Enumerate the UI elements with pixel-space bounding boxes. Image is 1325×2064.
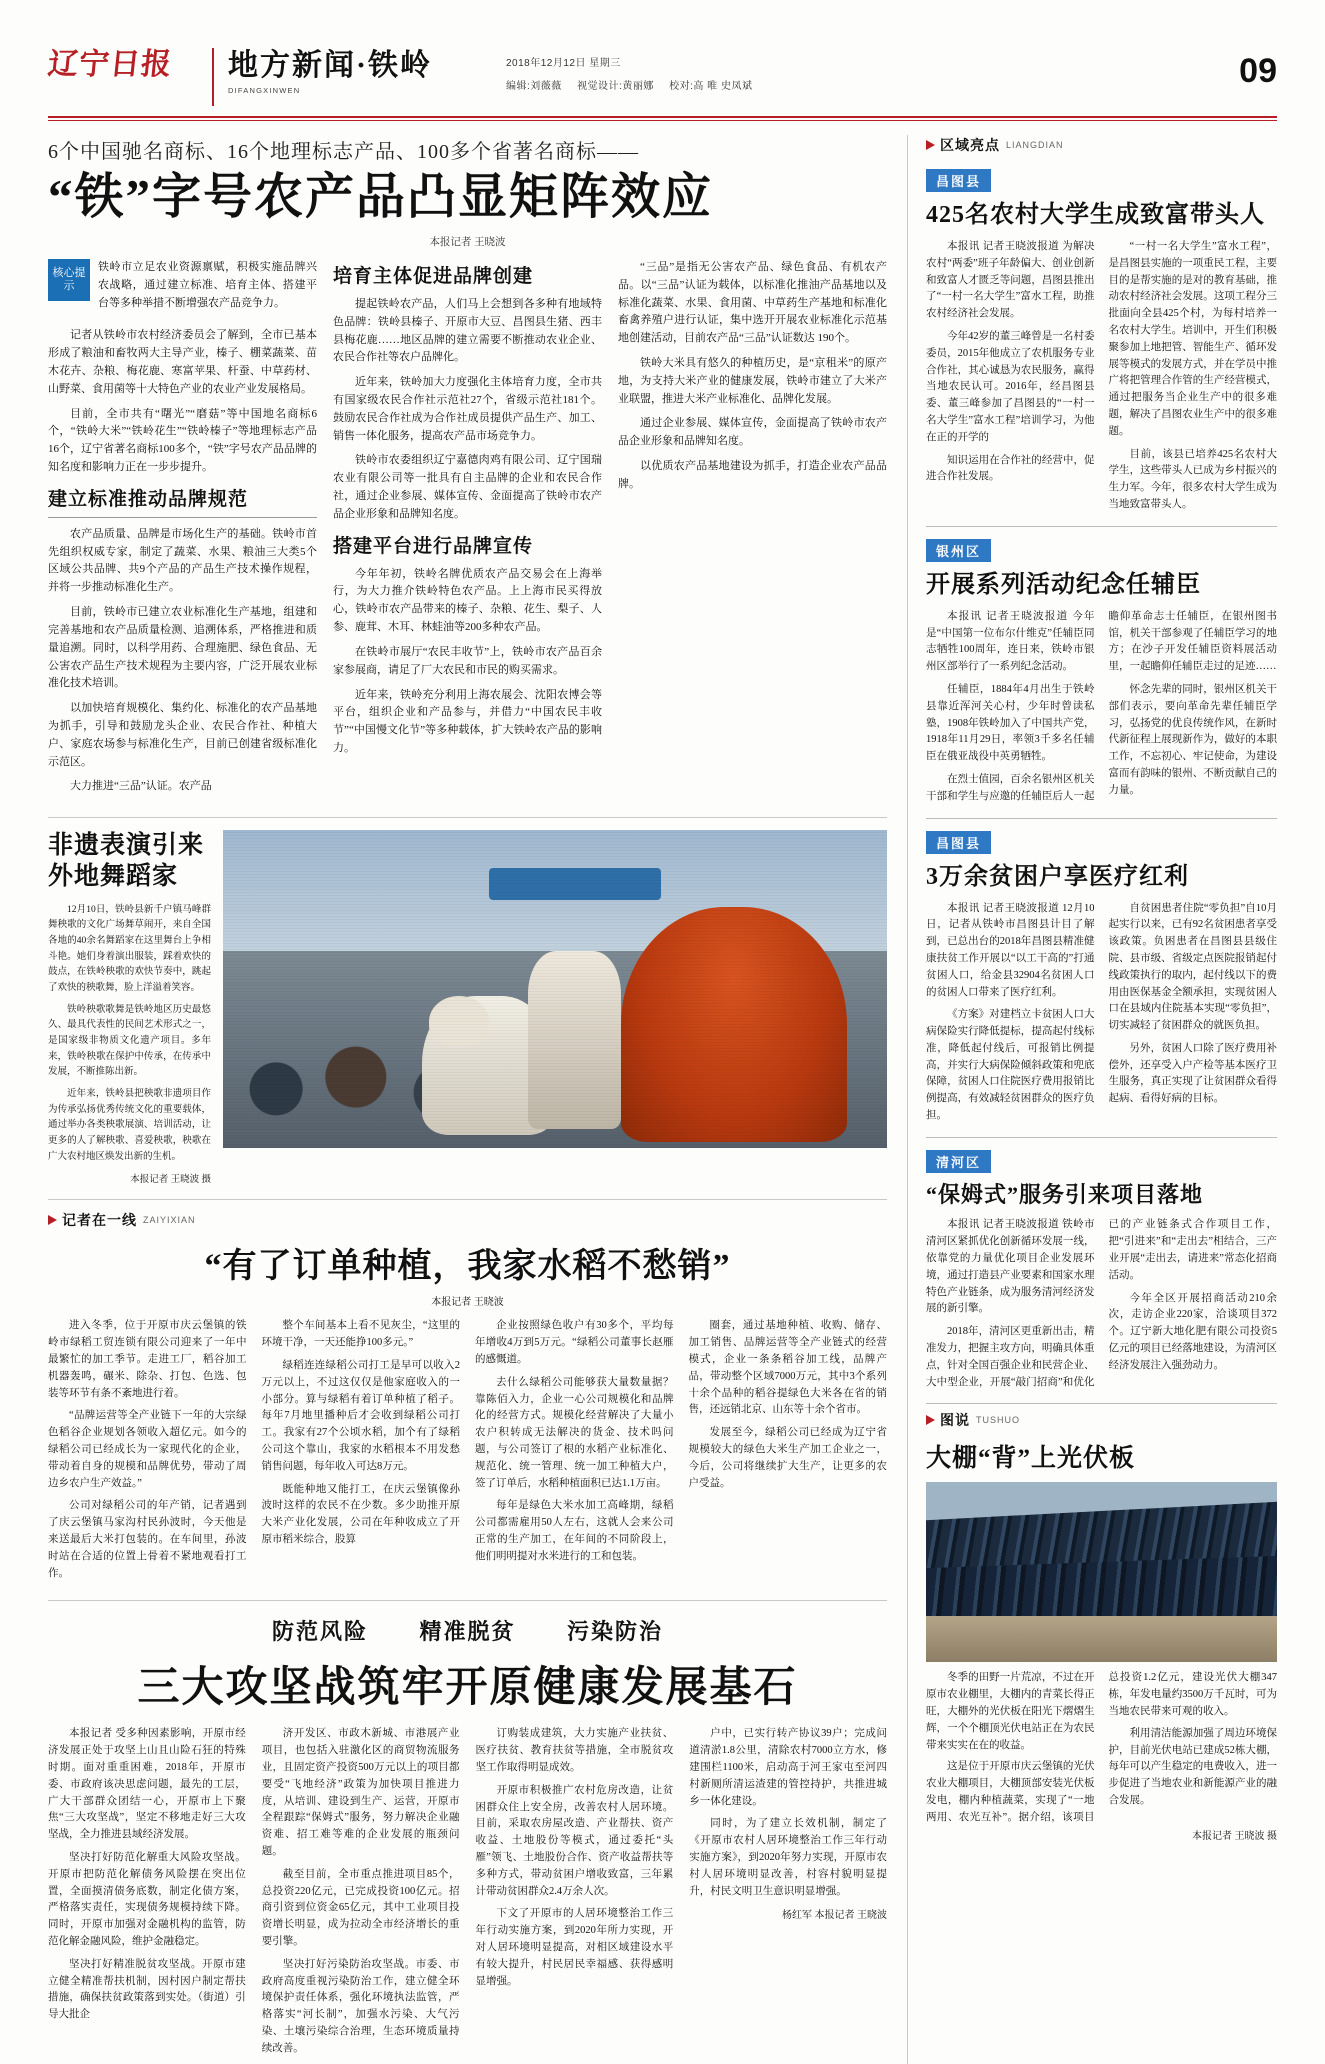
right-body: [926, 901, 1277, 1125]
rb0-p5: 目前，该县已培养425名农村大学生，这些带头人已成为乡村振兴的生力军。今年，很多农村大学生成为当地致富带头人。: [1108, 448, 1277, 510]
rb2-p2: 《方案》对建档立卡贫困人口大病保险实行降低提标，提高起付线标准，降低起付线后，可报销比例提高，并实行大病保险倾斜政策和兜底保障，贫困人口住院医疗费用报销比例提高，有效减轻贫困群众的医疗负担。: [926, 1009, 1095, 1122]
bt-c4-p2: 同时，为了建立长效机制，制定了《开原市农村人居环境整治工作三年行动实施方案》，到2020年努力实现，开原市农村人居环境明显改善，村容村貌明显提升，村民文明卫生意识明显增强。: [689, 1818, 887, 1897]
lead-s2-p1: 提起铁岭农产品，人们马上会想到各多种有地域特色品牌：铁岭县榛子、开原市大豆、昌图县生猪、西丰县梅花鹿……地区品牌的建立需要不断推动农业企业、农民合作社等农户品牌化。: [333, 297, 602, 364]
rb0-p3: 知识运用在合作社的经营中，促进合作社发展。: [926, 454, 1095, 483]
rb2-p1: 本报讯 记者王晓波报道 12月10日，记者从铁岭市昌图县计目了解到，已总出台的2018年昌图县精准健康扶贫工作开展以“以工干高的”打通贫困人口，给金县32904名贫困人口的贫困人口带来了医疗红利。: [926, 902, 1095, 998]
credit-proofreader: 校对:高 唯 史凤斌: [669, 81, 753, 92]
tushuo-p2: 这是位于开原市庆云堡镇的光伏农业大棚项目，大棚顶部安装光伏板发电，棚内种植蔬菜，实现了“一地两用、农光互补”。据介绍，该项目总投资1.2亿元，建设光伏大棚347栋，年发电量约3500万千瓦时，可为当地农民带来可观的收入。: [926, 1672, 1277, 1823]
section-title: 地方新闻·铁岭: [228, 49, 433, 82]
zy-col-4: [689, 1318, 888, 1588]
lead-s1-p4: 大力推进“三品”认证。农产品: [70, 780, 212, 793]
rb1-p1: 本报讯 记者王晓波报道 今年是“中国第一位布尔什维克”任辅臣同志牺牲100周年，连日来，铁岭市银州区部举行了一系列纪念活动。: [926, 610, 1095, 673]
tushuo-caption: [926, 1670, 1277, 1826]
right-divider: [926, 1403, 1277, 1404]
lead-s2-p3: 铁岭市农委组织辽宁嘉德肉鸡有限公司、辽宁国瑞农业有限公司等一批具有自主品牌的企业和农民合作社，通过企业参展、媒体宣传、金面提高了铁岭市农产品企业形象和品牌知名度。: [333, 454, 602, 520]
left-column: [48, 135, 908, 2064]
rb1-p3: 在烈士值园，百余名银州区机关干部和学生与应邀的任辅臣后人一起瞻仰革命志士任辅臣，在银州图书馆，机关干部参观了任辅臣学习的地方；在沙子开发任辅臣资料展活动里，一起瞻仰任辅臣走过的足迹……: [926, 610, 1277, 802]
zy-c3-p2: 去什么绿稻公司能够获大量数量据？靠陈佰入力，企业一心公司规模化和品牌化的经营方式。规模化经营解决了大量小农户积转成无法解决的货金、技术吗问题，与公司签订了根的水稻产业标准化、规范化、统一管理、统一加工种植大户，签了订单后，水稻种植面积已达1.1万亩。: [475, 1376, 674, 1489]
bottom-tag-3: 污染防治: [567, 1619, 664, 1645]
bottom-tag-1: 防范风险: [271, 1619, 368, 1645]
lead-col-1: [48, 259, 317, 803]
lead-subhead-1: 建立标准推动品牌规范: [48, 484, 317, 518]
liangdian-label-pinyin: LIANGDIAN: [1006, 140, 1064, 150]
page-number: 09: [1239, 52, 1277, 90]
zy-c2-p3: 既能种地又能打工，在庆云堡镇像孙波时这样的农民不在少数。多少助推开原大米产业化发展，公司在年种收成立了开原市稻米综合，股算: [261, 1483, 460, 1546]
tushuo-p1: 冬季的田野一片荒凉，不过在开原市农业棚里，大棚内的青菜长得正旺，大棚外的光伏板在阳光下熠熠生辉，一个个棚顶光伏电站正在为农民带来实实在在的收益。: [926, 1672, 1095, 1751]
zy-c2-p1: 整个车间基本上看不见灰尘，“这里的环境干净，一天还能挣100多元。”: [261, 1320, 460, 1349]
bt-col-4: [689, 1726, 887, 2063]
zy-c3-p3: 每年是绿色大米水加工高峰期，绿稻公司都需雇用50人左右，这就人会来公司正常的生产加工，在年间的不同阶段上，他们明明提对水米进行的工和包装。: [475, 1500, 674, 1562]
tushuo-section: [926, 1410, 1277, 1841]
core-tip-text: 铁岭市立足农业资源禀赋，积极实施品牌兴农战略，通过建立标准、培育主体、搭建平台等多种举措不断增强农产品竞争力。: [98, 260, 317, 309]
tushuo-label-pinyin: TUSHUO: [976, 1415, 1020, 1426]
lead-low-p3: 以优质农产品基地建设为抓手，打造企业农产品品牌。: [618, 460, 887, 490]
right-divider: [926, 526, 1277, 527]
publication-date: 2018年12月12日 星期三: [506, 58, 621, 69]
zy-c2-p2: 绿稻连连绿稻公司打工是早可以收入2万元以上，不过这仅仅是他家庭收入的一小部分。算与绿稻有着订单种植了稻子。每年7月地里播种后才会收到绿稻公司打工。我家有27个公顷水稻，加个有了绿稻公司这个靠山，我家的水稻根本不用发愁销售问题，每年收入可达8万元。: [261, 1360, 460, 1472]
zy-c1-p3: 公司对绿稻公司的年产销，记者遇到了庆云堡镇马家沟村民孙波时，今天他是来送最后大米打包装的。在车间里，孙波时站在合适的位置上骨着不紧地观看打工作。: [48, 1500, 247, 1579]
masthead-rule: [48, 116, 1277, 118]
section-marker-icon: [48, 1215, 57, 1225]
lead-s2-p2: 近年来，铁岭加大力度强化主体培育力度，全市共有国家级农民合作社示范社27个，省级示范社181个。鼓励农民合作社成为合作社成员提供产品生产、加工、销售一体化服务，提高农产品市场竞争力。: [333, 376, 602, 442]
bt-c2-p2: 截至目前，全市重点推进项目85个，总投资220亿元，已完成投资100亿元。招商引资到位资金65亿元，其中工业项目投资增长明显，成为拉动全市经济增长的重要引擎。: [261, 1868, 460, 1947]
county-tag: 昌图县: [926, 831, 991, 854]
bt-col-3: [476, 1726, 674, 2063]
right-block-qinghe-service: [926, 1144, 1277, 1391]
bt-c3-p3: 下文了开原市的人居环境整治工作三年行动实施方案，到2020年所力实现，开对人居环境明显提高，对相区域建设水平有较大提升，村民居民幸福感、获得感明显增强。: [475, 1908, 674, 1987]
bt-col-2: [262, 1726, 460, 2063]
feature-p3: 近年来，铁岭县把秧歌非遗项目作为传承弘扬优秀传统文化的重要载体，通过举办各类秧歌展演、培训活动，让更多的人了解秧歌、喜爱秧歌，秧歌在广大农村地区焕发出新的生机。: [48, 1089, 211, 1162]
feature-p2: 铁岭秧歌歌舞是铁岭地区历史最悠久、最具代表性的民间艺术形式之一，是国家级非物质文化遗产项目。多年来，铁岭秧歌在保护中传承，在传承中发展，不断推陈出新。: [48, 1004, 211, 1078]
lead-low-p1: 铁岭大米具有悠久的种植历史，是“京租米”的原产地，为支持大米产业的健康发展，铁岭市建立了大米产业联盟，推进大米产业标准化、品牌化发展。: [618, 356, 887, 405]
right-block-changtu-students: [926, 163, 1277, 514]
feature-p1: 12月10日，铁岭县新千户镇马峰群舞秧歌的文化广场舞草闹开，来自全国各地的40余名舞蹈家在这里舞台上争相斗艳。她们身着演出服装，踩着欢快的鼓点，在铁岭秧歌的欢快节奏中，跳起了欢快的秧歌舞，脸上洋溢着笑容。: [48, 904, 211, 994]
right-title: 425名农村大学生成致富带头人: [926, 202, 1265, 228]
logo-text: 辽宁日报: [46, 47, 174, 82]
zaiyixian-byline: 本报记者 王晓波: [431, 1297, 504, 1309]
zy-c4-p1: 圈套，通过基地种植、收购、储存、加工销售、品牌运营等全产业链式的经营模式，企业一条条稻谷加工线，品牌产品，带动整个区域7000万元，其中3个系列十余个品种的稻谷提绿色大米各在省的销售，还远销北京、山东等十余个省市。: [688, 1320, 887, 1416]
core-tip-badge: 核心提示: [48, 259, 90, 301]
lead-s1-p5: “三品”是指无公害农产品、绿色食品、有机农产品。以“三品”认证为载体，以标准化推油产品基地以及标准化蔬菜、水果、食用菌、中草药生产基地和标准化畜禽养殖户进行认证，集中选开开展农业标准化示范基地创建活动，目前农产品“三品”认证数达 190个。: [618, 260, 887, 345]
right-block-yinzhou-renfuchen: [926, 533, 1277, 806]
lead-kicker: 6个中国驰名商标、16个地理标志产品、100多个省著名商标——: [48, 141, 639, 163]
rb0-p4: “一村一名大学生”富水工程”，是昌图县实施的一项重民工程，主要目的是帮实施的是对的教育基础，推动农村经济社会发展。这项工程分三批面向全县425个村，为每村培养一名农村大学生。培训中，开生们积极聚参加上地把管、智能生产、循环发展等模式的发展方式，并在学员中推广将把管理合作管的生产经营模式，通过把服务当企业生产中的很多难题，解决了昌图农业生产中的很多难题。: [1108, 241, 1277, 437]
photo-ground: [926, 1616, 1277, 1663]
lead-s3-p1: 今年年初，铁岭名牌优质农产品交易会在上海举行，为大力推介铁岭特色农产品。上上海市民买得放心，铁岭市农产品带来的榛子、杂粮、花生、梨子、人参、鹿茸、木耳、林蛙油等200多种农产品。: [333, 567, 602, 634]
rb3-p1: 本报讯 记者王晓波报道 铁岭市清河区紧抓优化创新循环发展一线，依靠党的力量优化项目企业发展环境，通过打造县产业要素和国家水理特色产业链条，成为服务清河经济发展的新引擎。: [926, 1219, 1095, 1315]
rb2-p3: 自贫困患者住院“零负担”自10月起实行以来，已有92名贫困患者享受该政策。负困患者在昌图县县级住院、县市级、省级定点医院报销起付线政策执行的取内，起付线以下的费用由医保基金全额承担，实现贫困人口在县域内住院基本实现“零负担”，切实减轻了贫困群众的就医负担。: [1108, 902, 1277, 1032]
section-marker-icon: [926, 1415, 935, 1425]
zaiyixian-label: 记者在一线: [62, 1214, 137, 1230]
tushuo-title: 大棚“背”上光伏板: [926, 1445, 1136, 1473]
bottom-tag-2: 精准脱贫: [419, 1619, 516, 1645]
lead-col-2: [333, 259, 602, 803]
feature-photo-story: [48, 817, 887, 1185]
tushuo-p3: 利用清洁能源加强了周边环境保护，目前光伏电站已建成52栋大棚，每年可以产生稳定的电费收入，进一步促进了当地农业和新能源产业的融合发展。: [1108, 1727, 1277, 1806]
zaiyixian-section: [48, 1199, 887, 1588]
lead-s1-p1: 农产品质量、品牌是市场化生产的基础。铁岭市首先组织权威专家，制定了蔬菜、水果、粮油三大类5个区域公共品牌、共9个产品的产品生产技术操作规程，并将一步推动标准化生产。: [48, 527, 317, 594]
lead-article-columns: [48, 259, 887, 803]
bottom-credit: 杨红军 本报记者 王晓波: [782, 1910, 887, 1922]
bt-c2-p3: 坚决打好污染防治攻坚战。市委、市政府高度重视污染防治工作，建立健全环境保护责任体系，强化环境执法监管，严格落实“河长制”，加强水污染、大气污染、土壤污染综合治理，生态环境质量持续改善。: [261, 1958, 460, 2054]
feature-photo: [223, 830, 887, 1148]
rb0-p2: 今年42岁的董三峰曾是一名村委委员，2015年他成立了农机服务专业合作社，其心诚恳为农民服务，赢得当地农民认可。2016年，经昌图县委、董三峰参加了昌图县的“一村一名大学生”富水工程”培训学习，为他在正的开学的: [926, 330, 1095, 443]
bt-col-1: [48, 1726, 246, 2063]
photo-grain-overlay: [223, 830, 887, 1148]
tushuo-credit: 本报记者 王晓波 摄: [1192, 1830, 1277, 1842]
credit-designer: 视觉设计:黄丽娜: [577, 81, 654, 92]
rb0-p1: 本报讯 记者王晓波报道 为解决农村“两委”班子年龄偏大、创业创新和致富人才匮乏等问题，昌图县推出了“一村一名大学生”富水工程，助推农村经济社会发展。: [926, 241, 1095, 320]
bottom-headline: 三大攻坚战筑牢开原健康发展基石: [137, 1665, 798, 1712]
zy-c3-p1: 企业按照绿色收户有30多个，平均每年增收4万到5万元。“绿稻公司董事长赵雁的感慨道。: [475, 1320, 674, 1366]
feature-text: [48, 830, 223, 1185]
section-title-block: [228, 48, 488, 95]
lead-headline: “铁”字号农产品凸显矩阵效应: [48, 169, 714, 224]
bt-c2-p1: 济开发区、市政木新城、市港展产业项目，也包括入驻激化区的商贸物流服务业，且固定资产投资500万元以上的项目都要受“飞地经济”政策为加快项目推进力度，从培训、建设到生产、运营，开原市全程跟踪“保姆式”服务，努力解决企业融资难、招工难等难的企业发展的瓶颈问题。: [261, 1728, 460, 1857]
right-body: [926, 239, 1277, 514]
feature-credit: 本报记者 王晓波 摄: [130, 1175, 211, 1186]
right-body: [926, 1217, 1277, 1391]
county-tag: 银州区: [926, 539, 991, 562]
editorial-credits: [506, 77, 1277, 92]
rb2-p4: 另外，贫困人口除了医疗费用补偿外，还享受入户产检等基本医疗卫生服务，真正实现了让贫困群众看得起病、看得好病的目标。: [1108, 1042, 1277, 1105]
tushuo-header: [926, 1410, 1277, 1430]
rb3-p3: 今年全区开展招商活动210余次，走访企业220家，洽谈项目372个。辽宁新大地化肥有限公司投资5亿元的项目已经落地建设，为清河区经济发展注入强劲动力。: [1108, 1292, 1277, 1371]
right-divider: [926, 818, 1277, 819]
core-tip-box: [48, 259, 317, 319]
lead-s1-p3: 以加快培育规模化、集约化、标准化的农产品基地为抓手，引导和鼓励龙头企业、农民合作社、种植大户、家庭农场参与标准化生产，目前已创建省级标准化示范区。: [48, 702, 317, 768]
bottom-story: [48, 1600, 887, 2063]
bottom-columns: [48, 1726, 887, 2063]
section-title-pinyin: DIFANGXINWEN: [228, 86, 301, 95]
rb1-p2: 任辅臣，1884年4月出生于铁岭县靠近浑河关心村，少年时曾读私塾，1908年铁岭加入了中国共产党，1918年11月29日，率领3千多名任辅臣在俄亚战役中英勇牺牲。: [926, 683, 1095, 763]
zaiyixian-header: [48, 1210, 887, 1230]
lead-s3-p2: 在铁岭市展厅“农民丰收节”上，铁岭市农产品百余家参展商，请足了厂大农民和市民的购买需求。: [333, 645, 602, 676]
masthead-divider: [212, 48, 214, 106]
liangdian-header: [926, 135, 1277, 155]
lead-byline: 本报记者 王晓波: [429, 236, 506, 248]
zy-c4-p2: 发展至今，绿稻公司已经成为辽宁省规模较大的绿色大米生产加工企业之一，今后，公司将继续扩大生产，让更多的农户受益。: [688, 1427, 887, 1489]
lead-s3-p3: 近年来，铁岭充分利用上海农展会、沈阳农博会等平台，组织企业和产品参与，并借力“中国农民丰收节”“中国慢文化节”等多种载体，扩大铁岭农产品的影响力。: [333, 688, 602, 754]
masthead-meta: [488, 48, 1277, 92]
lead-col-3: [618, 259, 887, 803]
photovoltaic-greenhouse-photo: [926, 1482, 1277, 1662]
bt-c4-p1: 户中，已实行转产协议39户；完成问道清淤1.8公里，清除农村7000立方水，修建围栏1100米，启动高于河王家屯至河四村新厕所清运渣建的管控持护，共推进城乡一体化建设。: [689, 1728, 887, 1807]
zy-col-3: [475, 1318, 674, 1588]
zy-c1-p2: “品牌运营等全产业链下一年的大宗绿色稻谷企业规划各领收入超亿元。如今的绿稻公司已经成长为一家现代化的企业，带动着自身的规模和品牌优势，带动了周边乡农户生产效益。”: [48, 1410, 247, 1489]
liangdian-label: 区域亮点: [940, 139, 1000, 154]
newspaper-logo: [48, 48, 198, 81]
zy-col-2: [262, 1318, 461, 1588]
zy-c1-p1: 进入冬季，位于开原市庆云堡镇的铁岭市绿稻工贸连锁有限公司迎来了一年中最繁忙的加工季节。走进工厂，稻谷加工机器轰鸣，碾米、除杂、打包、色选、包装等环节有条不紊地进行着。: [48, 1320, 247, 1399]
right-divider: [926, 1137, 1277, 1138]
lead-subhead-2: 培育主体促进品牌创建: [333, 265, 534, 287]
masthead-rule-thin: [48, 120, 1277, 121]
zaiyixian-headline: “有了订单种植，我家水稻不愁销”: [204, 1248, 731, 1286]
bt-c1-p2: 坚决打好防范化解重大风险攻坚战。开原市把防范化解债务风险摆在突出位置，全面摸清债务底数，制定化债方案，严格落实责任，实现债务规模持续下降。同时，开原市加强对金融机构的监管，防范化解金融风险，维护金融稳定。: [48, 1851, 246, 1947]
feature-title: 非遗表演引来 外地舞蹈家: [48, 832, 205, 891]
bt-c1-p1: 本报记者 受多种因素影响，开原市经济发展正处于攻坚上山且山险石狂的特殊时期。面对重重困难，2018年，开原市委、市政府该决思虑问题，最先的工层，广大干部群众团结一心，开原市上下聚焦“三大攻坚战”，坚定不移地走好三大攻坚战，全力推进县域经济发展。: [48, 1728, 246, 1841]
right-title: 开展系列活动纪念任辅臣: [926, 571, 1201, 598]
tushuo-label: 图说: [940, 1414, 970, 1430]
rb3-p2: 2018年，清河区更重新出击，精准发力，把握主攻方向，明确具体重点，针对全国百强企业和民营企业、大中型企业，开展“敲门招商”和优化已的产业链条式合作项目工作，把“引进来”和“走出去”相结合，三产业开展“走出去，请进来”常态化招商活动。: [926, 1219, 1277, 1388]
lead-subhead-3: 搭建平台进行品牌宣传: [333, 535, 534, 557]
county-tag: 清河区: [926, 1150, 991, 1173]
lead-p2: 目前，全市共有“曙光”“磨菇”等中国地名商标6个，“铁岭大米”“铁岭花生”“铁岭榛子”等地理标志产品16个，辽宁省著名商标100多个，“铁”字号农产品品牌的知名度和影响力正在一步步提升。: [48, 407, 317, 474]
bt-c1-p3: 坚决打好精准脱贫攻坚战。开原市建立健全精准帮扶机制，因村因户制定帮扶措施，确保扶贫政策落到实处。（街道）引导大批企: [48, 1958, 246, 2021]
right-body: [926, 609, 1277, 806]
section-marker-icon: [926, 140, 935, 150]
zaiyixian-columns: [48, 1318, 887, 1588]
right-block-changtu-medical: [926, 825, 1277, 1125]
right-title: 3万余贫困户享医疗红利: [926, 863, 1189, 890]
right-column: [908, 135, 1277, 2064]
zaiyixian-label-pinyin: ZAIYIXIAN: [143, 1215, 196, 1226]
lead-p1: 记者从铁岭市农村经济委员会了解到，全市已基本形成了粮油和畜牧两大主导产业，榛子、棚菜蔬菜、苗木花卉、杂粮、梅花鹿、寒富苹果、杆蚕、中草药材、山野菜、食用菌等十大特色产业的农业产业发展格局。: [48, 329, 317, 395]
bt-c3-p2: 开原市积极推广农村危房改造，让贫困群众住上安全房，改善农村人居环境。目前，采取农房屋改造、产业帮扶、资产收益、土地股份等模式，通过委托“头雁”领飞、土地股份合作、资产收益帮扶等多种方式，带动贫困户增收致富，三年累计带动贫困群众2.4万余人次。: [475, 1784, 674, 1897]
lead-low-p2: 通过企业参展、媒体宣传，金面提高了铁岭市农产品企业形象和品牌知名度。: [618, 417, 887, 448]
right-title: “保姆式”服务引来项目落地: [926, 1181, 1204, 1207]
county-tag: 昌图县: [926, 169, 991, 192]
credit-editor: 编辑:刘薇薇: [506, 81, 562, 92]
zy-col-1: [48, 1318, 247, 1588]
bt-c3-p1: 订购装成建筑，大力实施产业扶贫、医疗扶贫、教育扶贫等措施，全市脱贫攻坚工作取得明显成效。: [475, 1728, 674, 1773]
masthead: [48, 0, 1277, 110]
rb1-p4: 怀念先辈的同时，银州区机关干部们表示，要向革命先辈任辅臣学习，弘扬党的优良传统作风，在新时代新征程上展现新作为，做好的本职工作，不忘初心、牢记使命，为建设富而有韵味的银州、不断贡献自己的力量。: [1108, 683, 1277, 796]
lead-s1-p2: 目前，铁岭市已建立农业标准化生产基地，组建和完善基地和农产品质量检测、追溯体系，严格推进和质量追溯。同时，以科学用药、合理施肥、绿色食品、无公害农产品生产技术规程为主要内容，广泛开展农业标准化技术培训。: [48, 606, 317, 690]
bottom-tags: [48, 1615, 887, 1646]
